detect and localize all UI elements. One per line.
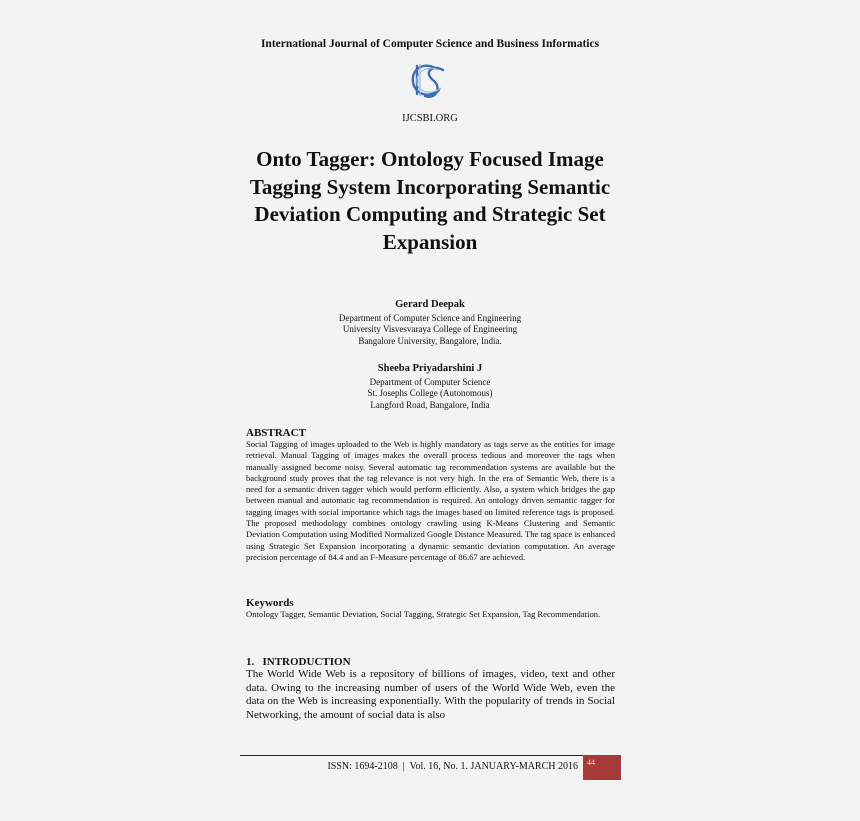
author-affiliation-line: Department of Computer Science and Engineering xyxy=(338,312,522,323)
abstract-text: Social Tagging of images uploaded to the Web is highly mandatory as tags serve as the entities for image retrieval. Manual Tagging of images makes the overall process tedious and moreover the tags when manually assigned become noisy. Several automatic tag recommendation systems are available but the background study proves that the tag relevance is not very high. In the era of Semantic Web, there is a need for a semantic driven tagger which would perform efficiently. Also, a system which bridges the gap between manual and automatic tag recommendation is required. An ontology driven semantic tagger for tagging images with social importance which tags the images based on limited reference tags is proposed. The proposed methodology combines ontology crawling using K-Means Clustering and Semantic Deviation Computation using Modified Normalized Google Distance Measured. The tag space is enhanced using Strategic Set Expansion incorporating a dynamic semantic deviation computation. An average precision percentage of 84.4 and an F-Measure percentage of 86.67 are achieved. xyxy=(246,439,615,562)
footer-issn: ISSN: 1694-2108 | Vol. 16, No. 1. JANUARY-MARCH 2016 xyxy=(327,761,578,772)
introduction-text: The World Wide Web is a repository of billions of images, video, text and other data. Owing to the increasing number of users of the World Wide Web, even the data on the Web is increasing exponentially. With the popularity of trends in Social Networking, the amount of social data is also xyxy=(246,668,615,721)
author-block xyxy=(230,363,630,411)
keywords-heading: Keywords xyxy=(246,597,294,609)
author-affiliation-line: University Visvesvaraya College of Engineering xyxy=(342,324,518,334)
journal-title: International Journal of Computer Science and Business Informatics xyxy=(260,38,600,50)
author-block xyxy=(230,299,630,347)
introduction-section xyxy=(246,656,615,722)
author-affiliation-line: Department of Computer Science xyxy=(369,376,491,387)
footer-divider xyxy=(240,755,583,756)
abstract-heading: ABSTRACT xyxy=(246,427,306,439)
author-affiliation-line: Langford Road, Bangalore, India xyxy=(370,399,490,410)
page-number: 44 xyxy=(587,758,595,767)
abstract-section xyxy=(246,427,615,563)
author-affiliation-line: Bangalore University, Bangalore, India. xyxy=(358,335,502,346)
author-name: Gerard Deepak xyxy=(395,299,465,310)
author-affiliation-line: St. Josephs College (Autonomous) xyxy=(367,388,493,398)
author-name: Sheeba Priyadarshini J xyxy=(377,363,483,374)
ijcsbi-logo-icon xyxy=(405,60,455,104)
paper-title: Onto Tagger: Ontology Focused Image Tagging System Incorporating Semantic Deviation Computing and Strategic Set Expansion xyxy=(249,147,611,254)
journal-site: IJCSBI.ORG xyxy=(402,113,458,124)
keywords-section xyxy=(246,597,615,620)
introduction-heading: 1. INTRODUCTION xyxy=(246,656,351,668)
page-number-badge xyxy=(583,755,621,780)
keywords-text: Ontology Tagger, Semantic Deviation, Social Tagging, Strategic Set Expansion, Tag Recommendation. xyxy=(246,609,601,619)
